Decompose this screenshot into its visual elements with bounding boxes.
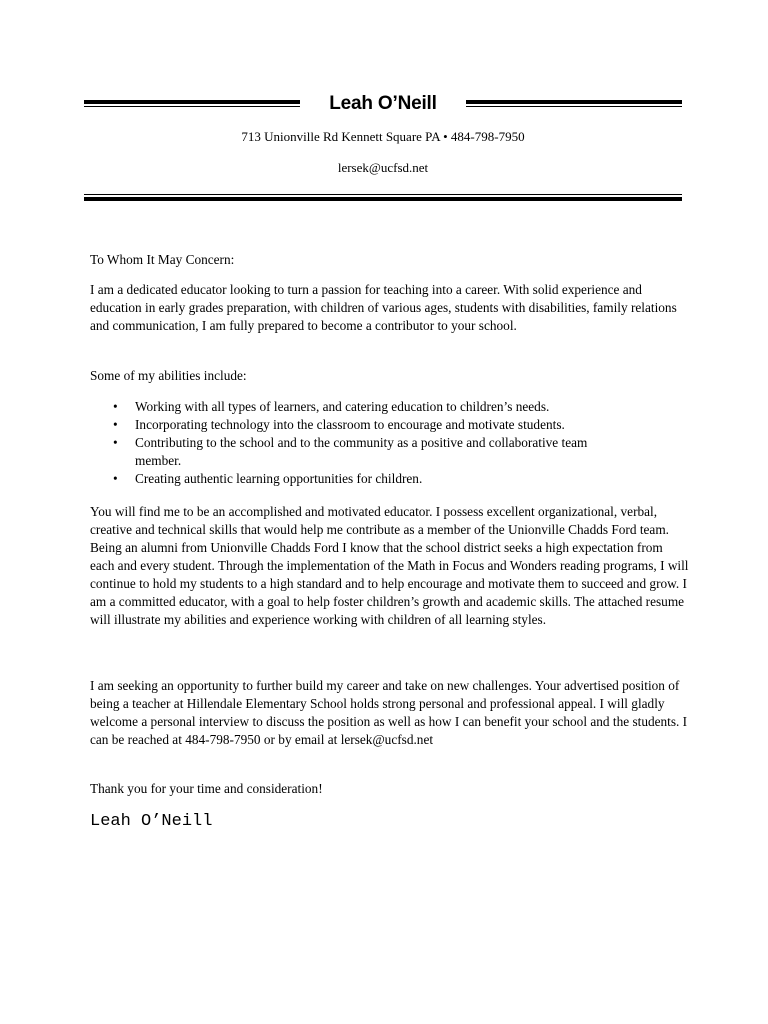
applicant-name: Leah O’Neill	[329, 93, 437, 114]
letterhead	[84, 92, 682, 118]
experience-paragraph-text: You will find me to be an accomplished and motivated educator. I possess excellent organizational, verbal, creative and technical skills that would help me contribute as a member of the Unionville Chadds Ford team. Being an alumni from Unionville Chadds Ford I know that the school district seeks a high expectation from each and every student. Through the implementation of the Math in Focus and Wonders reading programs, I will continue to hold my students to a high standard and to help encourage and motivate them to succeed and grow. I am a committed educator, with a goal to help foster children’s growth and academic skills. The attached resume will illustrate my abilities and experience working with children of all learning styles.	[90, 504, 689, 627]
bullet-icon: •	[113, 399, 118, 414]
abilities-intro: Some of my abilities include:	[90, 368, 247, 383]
ability-text: Creating authentic learning opportunities for children.	[135, 471, 423, 486]
ability-text: Working with all types of learners, and catering education to children’s needs.	[135, 399, 550, 414]
bullet-icon: •	[113, 417, 118, 432]
opportunity-paragraph-text: I am seeking an opportunity to further build my career and take on new challenges. Your advertised position of being a teacher at Hillendale Elementary School holds strong personal and professional appeal. I will gladly welcome a personal interview to discuss the position as well as how I can benefit your school and the students. I can be reached at 484-798-7950 or by email at lersek@ucfsd.net	[90, 678, 688, 747]
list-item	[90, 434, 635, 470]
abilities-list	[90, 398, 690, 488]
contact-email: lersek@ucfsd.net	[337, 160, 429, 175]
bullet-icon: •	[113, 435, 118, 450]
salutation: To Whom It May Concern:	[90, 252, 235, 267]
ability-text: Contributing to the school and to the community as a positive and collaborative team member.	[135, 435, 588, 468]
experience-paragraph	[90, 503, 690, 629]
opportunity-paragraph	[90, 677, 690, 749]
header-rule-left	[84, 100, 300, 108]
bullet-icon: •	[113, 471, 118, 486]
list-item	[90, 398, 635, 416]
header-bottom-rule	[84, 194, 682, 201]
closing-line: Thank you for your time and consideration!	[90, 781, 323, 796]
header-rule-right	[466, 100, 682, 108]
ability-text: Incorporating technology into the classroom to encourage and motivate students.	[135, 417, 565, 432]
contact-address: 713 Unionville Rd Kennett Square PA • 484-798-7950	[241, 129, 525, 144]
list-item	[90, 416, 635, 434]
intro-paragraph	[90, 281, 690, 335]
signature: Leah O’Neill	[90, 812, 213, 831]
intro-paragraph-text: I am a dedicated educator looking to turn a passion for teaching into a career. With solid experience and education in early grades preparation, with children of various ages, students with disabilities, family relations and communication, I am fully prepared to become a contributor to your school.	[90, 282, 677, 333]
list-item	[90, 470, 635, 488]
